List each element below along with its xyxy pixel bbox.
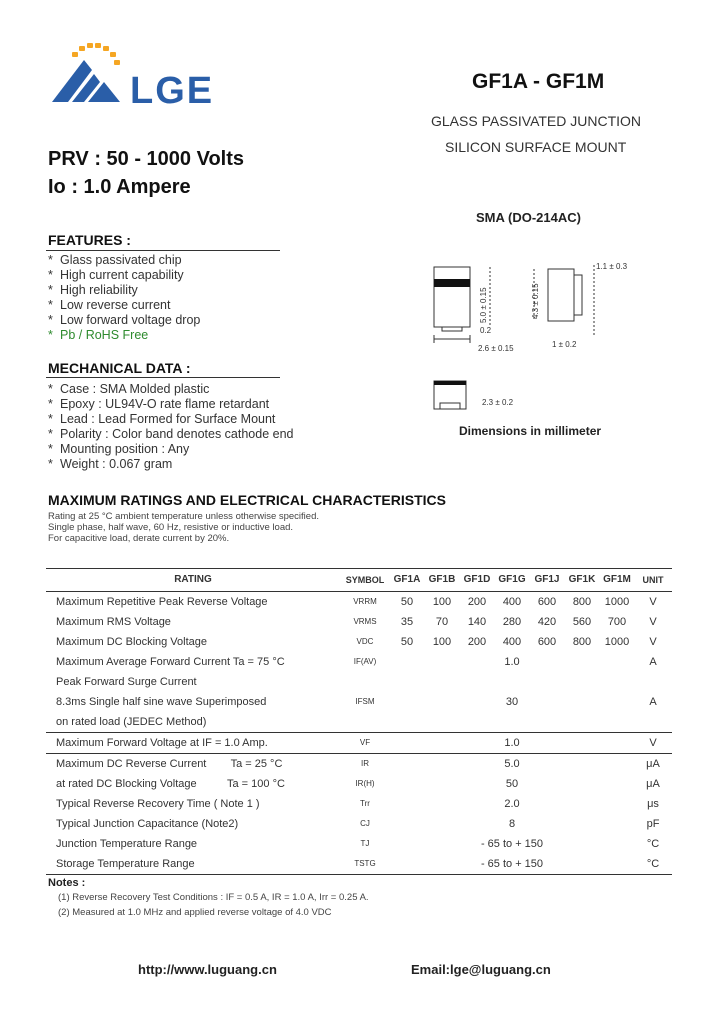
col-header: GF1G xyxy=(498,574,526,585)
list-item: * Glass passivated chip xyxy=(48,253,182,267)
list-item: * Case : SMA Molded plastic xyxy=(48,382,210,396)
dim-width: 4.3 ± 0.15 xyxy=(531,283,540,319)
triangle-mark-icon xyxy=(52,60,120,102)
mechanical-title: MECHANICAL DATA : xyxy=(48,360,191,376)
table-row: Maximum Repetitive Peak Reverse Voltage VRRM 50 100 200 400 600 800 1000 V xyxy=(56,596,657,608)
dim-lead-length: 1 ± 0.2 xyxy=(552,340,577,349)
dimensions-caption: Dimensions in millimeter xyxy=(459,424,602,438)
package-name: SMA (DO-214AC) xyxy=(476,210,581,225)
table-row: on rated load (JEDEC Method) xyxy=(56,716,207,728)
condition-note: For capacitive load, derate current by 20%. xyxy=(48,533,230,544)
col-header: GF1M xyxy=(603,574,631,585)
footnote: (1) Reverse Recovery Test Conditions : IF = 0.5 A, IR = 1.0 A, Irr = 0.25 A. xyxy=(58,892,369,903)
table-row: Storage Temperature Range TSTG - 65 to + 150 °C xyxy=(46,854,672,875)
subtitle-line-1: GLASS PASSIVATED JUNCTION xyxy=(431,113,642,129)
col-header: GF1A xyxy=(393,574,421,585)
list-item: * High current capability xyxy=(48,268,184,282)
lge-logo xyxy=(48,40,130,106)
subtitle-line-2: SILICON SURFACE MOUNT xyxy=(445,139,627,155)
list-item: * Weight : 0.067 gram xyxy=(48,457,173,471)
package-end-view xyxy=(434,381,466,409)
table-header xyxy=(46,569,672,592)
list-item: * Low forward voltage drop xyxy=(48,313,201,327)
col-header: GF1D xyxy=(463,574,491,585)
list-item: * Lead : Lead Formed for Surface Mount xyxy=(48,412,276,426)
prv-rating: PRV : 50 - 1000 Volts xyxy=(48,148,245,170)
list-item: * Low reverse current xyxy=(48,298,171,312)
table-row: Typical Junction Capacitance (Note2) CJ 8 pF xyxy=(56,818,660,830)
col-header: GF1J xyxy=(534,574,560,585)
condition-note: Rating at 25 °C ambient temperature unless otherwise specified. xyxy=(48,511,319,522)
email-link[interactable]: Email:lge@luguang.cn xyxy=(411,962,551,977)
mechanical-divider xyxy=(46,377,280,378)
website-link[interactable]: http://www.luguang.cn xyxy=(138,962,277,977)
list-item: * Mounting position : Any xyxy=(48,442,190,456)
list-item: * Epoxy : UL94V-O rate flame retardant xyxy=(48,397,270,411)
brand-name: LGE xyxy=(130,70,215,112)
mechanical-list xyxy=(48,382,294,472)
dim-band: 0.2 xyxy=(480,326,492,335)
sun-rays-icon xyxy=(72,43,120,65)
table-row: Maximum Average Forward Current Ta = 75 °C IF(AV) 1.0 A xyxy=(56,656,657,668)
table-row: Maximum DC Reverse Current Ta = 25 °C IR 5.0 μA xyxy=(56,758,660,770)
table-row: at rated DC Blocking Voltage Ta = 100 °C IR(H) 50 μA xyxy=(56,778,660,790)
table-row: Maximum Forward Voltage at IF = 1.0 Amp. VF 1.0 V xyxy=(46,733,672,754)
package-side-view xyxy=(548,269,574,321)
characteristics-title: MAXIMUM RATINGS AND ELECTRICAL CHARACTERISTICS xyxy=(48,492,446,508)
package-diagram xyxy=(424,255,644,425)
condition-note: Single phase, half wave, 60 Hz, resistive or inductive load. xyxy=(48,522,294,533)
rohs-item: * Pb / RoHS Free xyxy=(48,328,149,342)
dim-body: 2.6 ± 0.15 xyxy=(478,344,514,353)
ratings-table xyxy=(46,568,672,875)
table-row: Maximum DC Blocking Voltage VDC 50 100 200 400 600 800 1000 V xyxy=(56,636,657,648)
footnote: (2) Measured at 1.0 MHz and applied reverse voltage of 4.0 VDC xyxy=(58,907,332,918)
col-header: RATING xyxy=(174,574,212,585)
col-header: SYMBOL xyxy=(345,575,385,585)
table-row: 8.3ms Single half sine wave Superimposed IFSM 30 A xyxy=(56,696,657,708)
dim-length: 5.0 ± 0.15 xyxy=(479,287,488,323)
features-divider xyxy=(46,250,280,251)
table-row: Peak Forward Surge Current xyxy=(56,676,197,688)
list-item: * Polarity : Color band denotes cathode end xyxy=(48,427,294,441)
io-rating: Io : 1.0 Ampere xyxy=(48,176,191,198)
table-row: Maximum RMS Voltage VRMS 35 70 140 280 420 560 700 V xyxy=(56,616,657,628)
package-top-view xyxy=(434,267,470,327)
features-list xyxy=(48,253,200,343)
col-header: GF1K xyxy=(568,574,596,585)
dim-lead-height: 1.1 ± 0.3 xyxy=(596,262,628,271)
list-item: * High reliability xyxy=(48,283,138,297)
table-row: Typical Reverse Recovery Time ( Note 1 ) Trr 2.0 μs xyxy=(56,798,659,810)
features-title: FEATURES : xyxy=(48,232,131,248)
dim-height: 2.3 ± 0.2 xyxy=(482,398,514,407)
table-row: Junction Temperature Range TJ - 65 to + 150 °C xyxy=(56,838,660,850)
col-header: UNIT xyxy=(642,575,664,585)
col-header: GF1B xyxy=(428,574,456,585)
notes-title: Notes : xyxy=(48,877,86,889)
part-number: GF1A - GF1M xyxy=(472,70,605,93)
